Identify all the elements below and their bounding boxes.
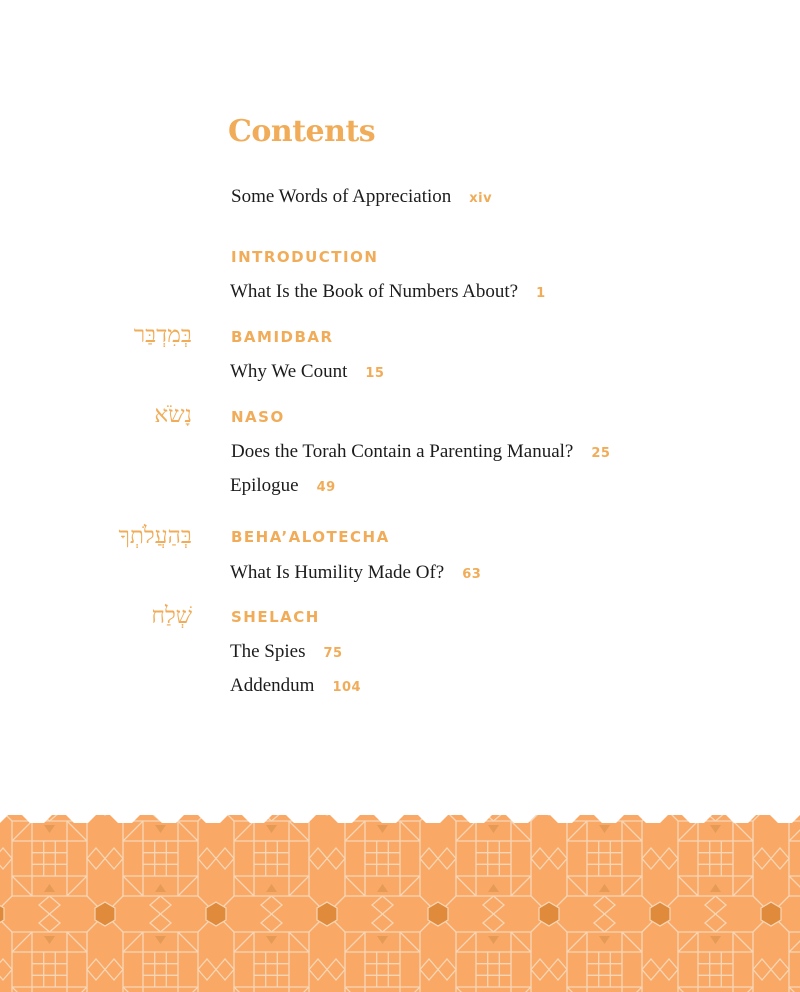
toc-entry-page: 1 xyxy=(536,286,546,301)
toc-entry-epilogue[interactable] xyxy=(230,475,336,497)
toc-entry-page: 15 xyxy=(365,366,385,381)
toc-entry-why-we-count[interactable] xyxy=(230,361,384,383)
section-heading-behaalotecha: BEHA’ALOTECHA xyxy=(231,528,390,546)
toc-entry-page: 75 xyxy=(323,646,343,661)
section-heading-bamidbar: BAMIDBAR xyxy=(231,328,334,346)
toc-entry-label: What Is Humility Made Of? xyxy=(230,562,445,583)
toc-entry-appreciation[interactable] xyxy=(231,186,492,208)
hebrew-title-naso: נָשֹׂא xyxy=(154,402,192,428)
section-heading-shelach: SHELACH xyxy=(231,608,320,626)
section-heading-introduction: INTRODUCTION xyxy=(231,248,379,266)
toc-entry-page: 49 xyxy=(316,480,336,495)
toc-entry-page: 63 xyxy=(462,567,482,582)
toc-entry-label: Epilogue xyxy=(230,475,299,496)
toc-entry-book-of-numbers[interactable] xyxy=(230,281,546,303)
toc-entry-label: What Is the Book of Numbers About? xyxy=(230,281,519,302)
hebrew-title-bamidbar: בְּמִדְבַּר xyxy=(133,322,192,348)
section-heading-naso: NASO xyxy=(231,408,285,426)
toc-entry-page: xiv xyxy=(469,191,493,206)
toc-entry-label: Why We Count xyxy=(230,361,348,382)
toc-entry-the-spies[interactable] xyxy=(230,641,343,663)
toc-entry-label: Addendum xyxy=(230,675,315,696)
toc-entry-page: 104 xyxy=(332,680,362,695)
toc-entry-parenting-manual[interactable] xyxy=(231,441,610,463)
toc-entry-page: 25 xyxy=(591,446,611,461)
toc-entry-label: Does the Torah Contain a Parenting Manual? xyxy=(231,441,574,462)
toc-entry-addendum[interactable] xyxy=(230,675,361,697)
hebrew-title-shelach: שְׁלַח xyxy=(151,603,192,629)
geometric-pattern-band xyxy=(0,815,800,992)
toc-entry-label: Some Words of Appreciation xyxy=(231,186,452,207)
page-title: Contents xyxy=(228,114,376,149)
hebrew-title-behaalotecha: בְּהַעֲלֹתְךָ xyxy=(118,523,192,549)
toc-entry-humility[interactable] xyxy=(230,562,481,584)
toc-entry-label: The Spies xyxy=(230,641,306,662)
